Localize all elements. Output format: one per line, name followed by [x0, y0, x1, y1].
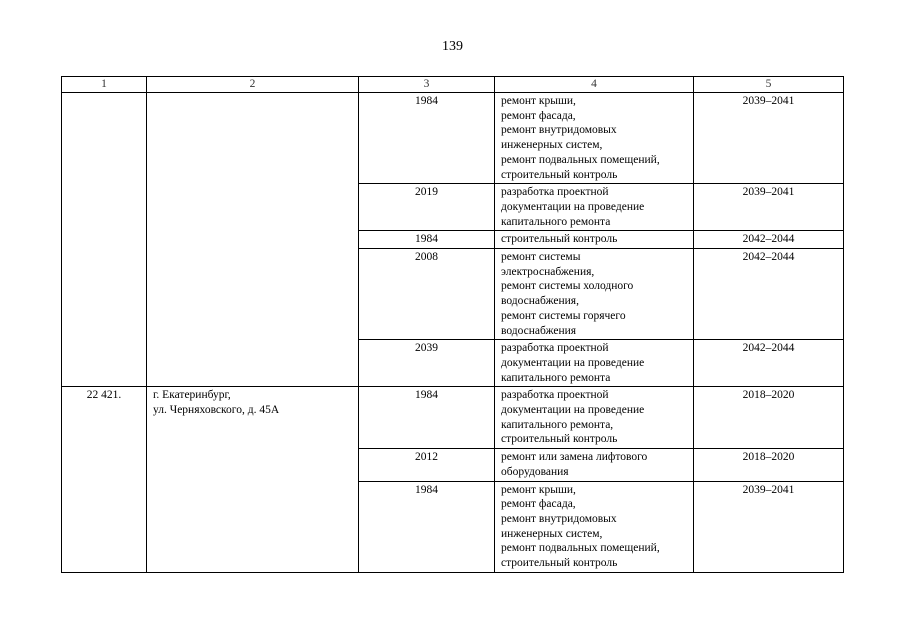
work-item: водоснабжения [501, 324, 577, 337]
period-cell: 2039–2041 [694, 184, 844, 231]
page-number: 139 [442, 39, 463, 54]
table-row [62, 93, 844, 184]
work-item: ремонт крыши, [501, 95, 576, 107]
work-item: ремонт фасада, [501, 498, 576, 511]
year-cell: 1984 [359, 231, 495, 249]
work-item: разработка проектной [501, 342, 609, 355]
work-item: ремонт подвальных помещений, [501, 153, 660, 166]
work-item: строительный контроль [501, 557, 618, 570]
period-cell: 2039–2041 [694, 481, 844, 572]
work-item: ремонт внутридомовых [501, 124, 617, 137]
works-cell [495, 387, 694, 449]
work-item: инженерных систем, [501, 527, 603, 540]
address-cell [147, 93, 359, 387]
work-item: электроснабжения, [501, 265, 595, 278]
header-row [62, 77, 844, 93]
column-header-5: 5 [694, 77, 844, 93]
year-cell: 1984 [359, 481, 495, 572]
works-cell [495, 184, 694, 231]
column-header-4: 4 [495, 77, 694, 93]
works-cell [495, 249, 694, 340]
work-item: капитального ремонта, [501, 418, 614, 431]
work-item: ремонт подвальных помещений, [501, 542, 660, 555]
column-header-3: 3 [359, 77, 495, 93]
work-item: ремонт системы [501, 251, 581, 264]
works-cell [495, 231, 694, 249]
work-item: разработка проектной [501, 389, 609, 402]
year-cell: 1984 [359, 387, 495, 449]
address-cell [147, 387, 359, 572]
year-cell: 1984 [359, 93, 495, 184]
table-body [62, 93, 844, 573]
column-header-1: 1 [62, 77, 147, 93]
period-cell: 2042–2044 [694, 340, 844, 387]
work-item: капитального ремонта [501, 371, 611, 384]
works-cell [495, 449, 694, 481]
address-line: ул. Черняховского, д. 45А [153, 404, 280, 417]
work-item: водоснабжения, [501, 295, 579, 308]
table-row [62, 387, 844, 449]
repair-schedule-table [61, 76, 844, 573]
work-item: ремонт фасада, [501, 109, 576, 122]
work-item: инженерных систем, [501, 139, 603, 152]
work-item: документации на проведение [501, 356, 645, 369]
year-cell: 2012 [359, 449, 495, 481]
work-item: разработка проектной [501, 186, 609, 199]
period-cell: 2018–2020 [694, 449, 844, 481]
work-item: капитального ремонта [501, 215, 611, 228]
work-item: строительный контроль [501, 433, 618, 446]
work-item: строительный контроль [501, 233, 618, 246]
work-item: ремонт системы горячего [501, 309, 626, 322]
row-number-cell [62, 93, 147, 387]
row-number-cell: 22 421. [62, 387, 147, 572]
works-cell [495, 340, 694, 387]
year-cell: 2008 [359, 249, 495, 340]
work-item: оборудования [501, 465, 569, 478]
column-header-2: 2 [147, 77, 359, 93]
year-cell: 2019 [359, 184, 495, 231]
period-cell: 2042–2044 [694, 249, 844, 340]
work-item: ремонт крыши, [501, 483, 576, 496]
works-cell [495, 481, 694, 572]
period-cell: 2042–2044 [694, 231, 844, 249]
work-item: строительный контроль [501, 168, 618, 181]
period-cell: 2018–2020 [694, 387, 844, 449]
work-item: ремонт внутридомовых [501, 512, 617, 525]
work-item: документации на проведение [501, 200, 645, 213]
works-cell [495, 93, 694, 184]
work-item: ремонт системы холодного [501, 280, 634, 293]
address-line: г. Екатеринбург, [153, 389, 231, 402]
work-item: документации на проведение [501, 404, 645, 417]
period-cell: 2039–2041 [694, 93, 844, 184]
work-item: ремонт или замена лифтового [501, 451, 648, 464]
year-cell: 2039 [359, 340, 495, 387]
